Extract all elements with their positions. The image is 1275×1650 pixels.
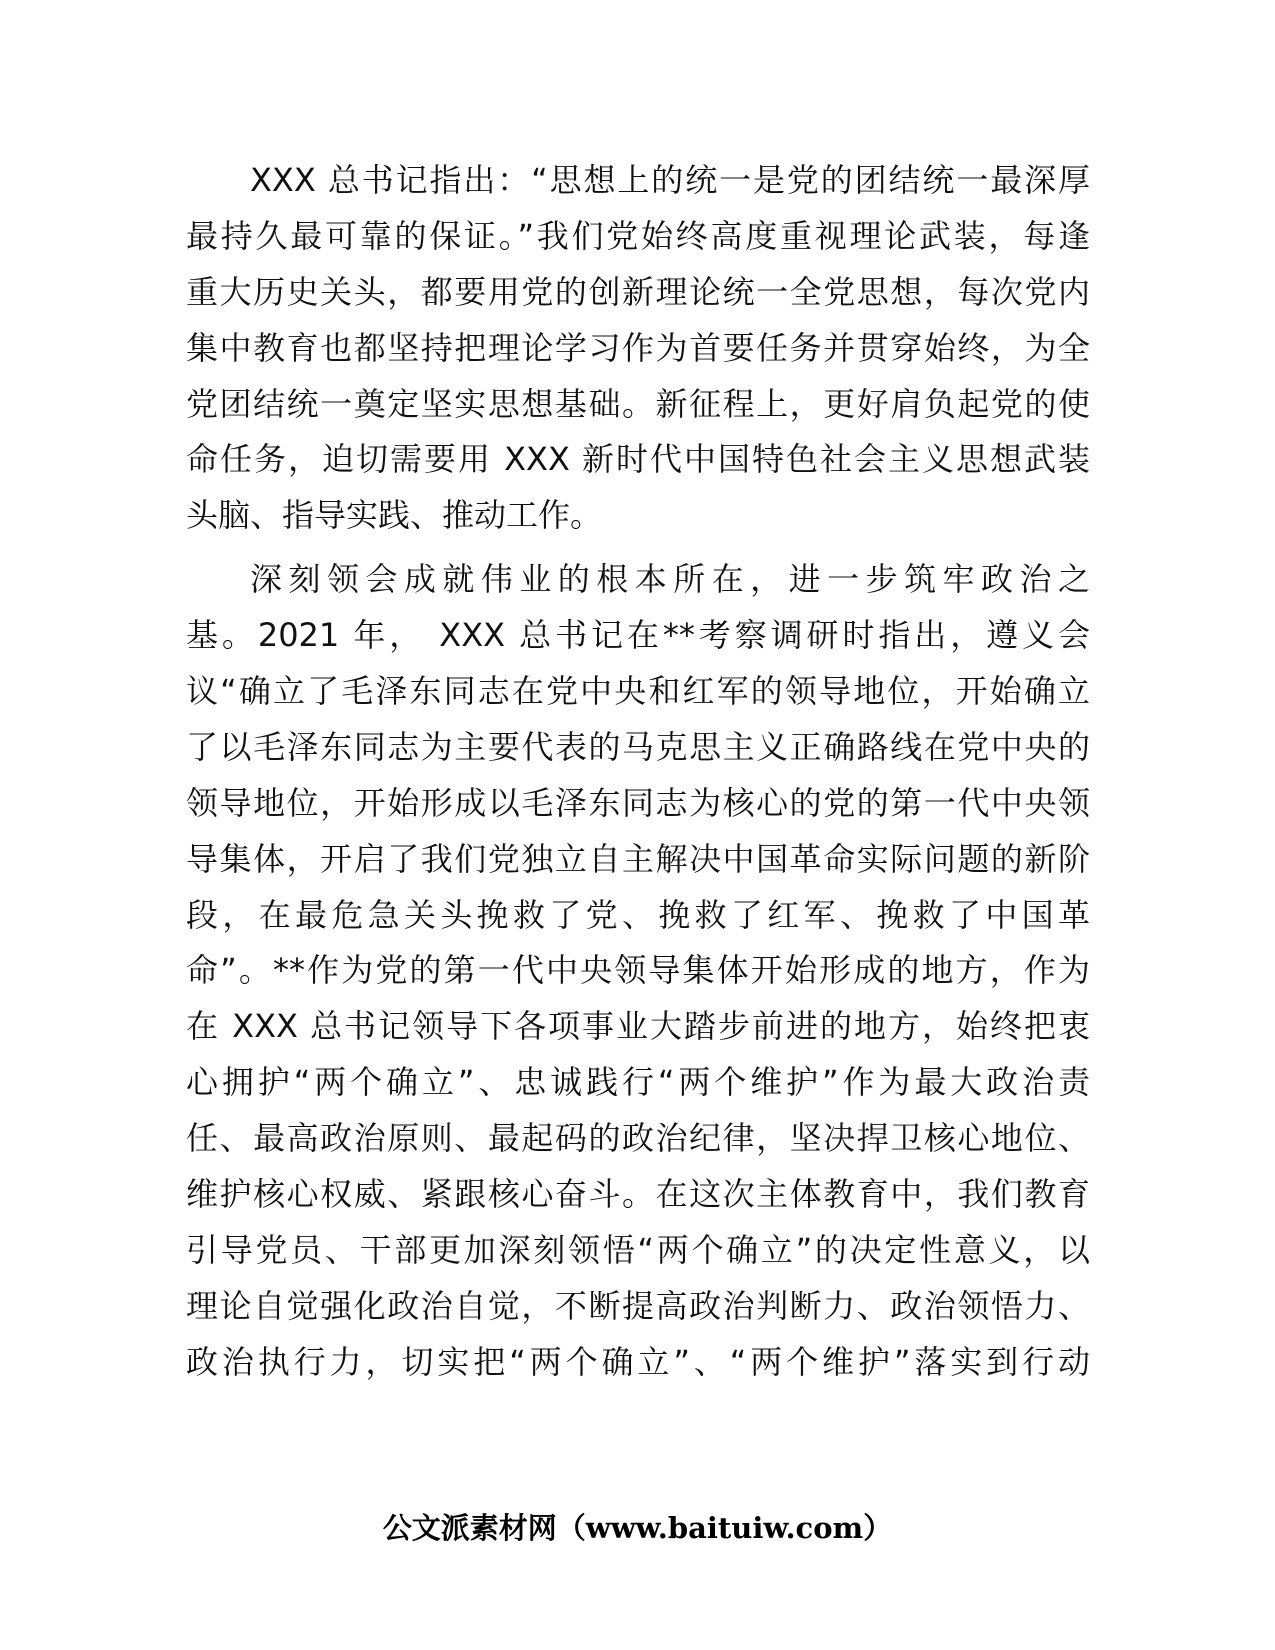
- text-line: 领导地位，开始形成以毛泽东同志为核心的党的第一代中央领: [186, 783, 1090, 822]
- text-line: 党团结统一奠定坚实思想基础。新征程上，更好肩负起党的使: [186, 384, 1090, 423]
- text-line: 心拥护“两个确立”、忠诚践行“两个维护”作为最大政治责: [186, 1063, 1090, 1102]
- text-line: 命任务，迫切需要用 XXX 新时代中国特色社会主义思想武装: [186, 440, 1090, 479]
- paragraph-1: [186, 153, 1090, 544]
- text-line: 引导党员、干部更加深刻领悟“两个确立”的决定性意义，以: [186, 1230, 1090, 1269]
- text-line: 议“确立了毛泽东同志在党中央和红军的领导地位，开始确立: [186, 672, 1090, 711]
- document-body: [186, 153, 1090, 1391]
- text-line: 重大历史关头，都要用党的创新理论统一全党思想，每次党内: [186, 272, 1090, 311]
- text-line: 政治执行力，切实把“两个确立”、“两个维护”落实到行动: [186, 1342, 1090, 1381]
- text-line: 段，在最危急关头挽救了党、挽救了红军、挽救了中国革: [186, 895, 1090, 934]
- text-line: 集中教育也都坚持把理论学习作为首要任务并贯穿始终，为全: [186, 328, 1090, 367]
- text-line: 理论自觉强化政治自觉，不断提高政治判断力、政治领悟力、: [186, 1286, 1090, 1325]
- text-line: 维护核心权威、紧跟核心奋斗。在这次主体教育中，我们教育: [186, 1175, 1090, 1214]
- paragraph-2: [186, 552, 1090, 1390]
- text-line: 任、最高政治原则、最起码的政治纪律，坚决捍卫核心地位、: [186, 1119, 1090, 1158]
- text-line: 在 XXX 总书记领导下各项事业大踏步前进的地方，始终把衷: [186, 1007, 1090, 1046]
- text-line: 命”。**作为党的第一代中央领导集体开始形成的地方，作为: [186, 951, 1090, 990]
- text-line: 深刻领会成就伟业的根本所在，进一步筑牢政治之: [250, 560, 1090, 599]
- text-line: 导集体，开启了我们党独立自主解决中国革命实际问题的新阶: [186, 839, 1090, 878]
- text-line: XXX 总书记指出：“思想上的统一是党的团结统一最深厚: [250, 161, 1090, 199]
- text-line: 了以毛泽东同志为主要代表的马克思主义正确路线在党中央的: [186, 727, 1090, 766]
- text-line: 头脑、指导实践、推动工作。: [186, 496, 603, 535]
- paragraph-gap: [186, 544, 1090, 552]
- footer-watermark: 公文派素材网（www.baituiw.com）: [382, 1511, 893, 1545]
- text-line: 基。2021 年， XXX 总书记在**考察调研时指出，遵义会: [186, 616, 1090, 655]
- text-line: 最持久最可靠的保证。”我们党始终高度重视理论武装，每逢: [186, 216, 1090, 255]
